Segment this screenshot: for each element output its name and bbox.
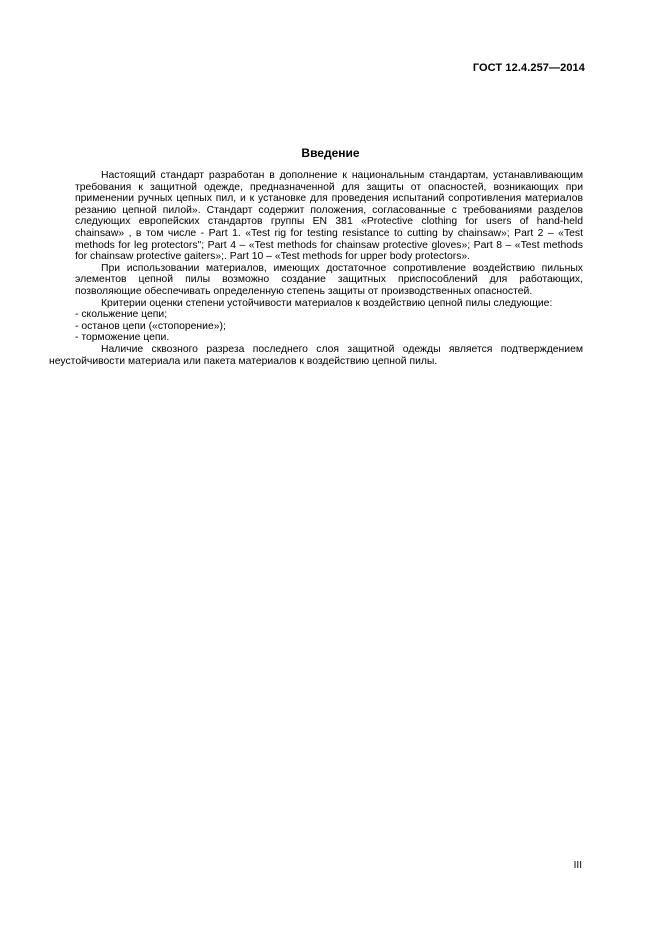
list-item: - торможение цепи. <box>75 332 170 344</box>
paragraph-materials <box>75 263 583 298</box>
text-line: Настоящий стандарт разработан в дополнение к национальным стандартам, устанавливающим <box>101 170 583 181</box>
section-title: Введение <box>301 146 360 160</box>
text-line: chainsaw» , в том числе - Part 1. «Test rig for testing resistance to cutting by chainsaw»; Part 2 – «Test <box>75 227 583 239</box>
list-item: - скольжение цепи; <box>75 309 168 321</box>
introduction-body <box>49 170 583 367</box>
text-line: Наличие сквозного разреза последнего слоя защитной одежды является подтверждением <box>101 343 583 355</box>
criteria-list <box>75 309 583 344</box>
text-line: резанию цепной пилой». Стандарт содержит положения, согласованные с требованиями разделов <box>75 204 583 216</box>
text-line: Критерии оценки степени устойчивости материалов к воздействию цепной пилы следующие: <box>101 297 553 309</box>
document-code-header: ГОСТ 12.4.257—2014 <box>472 62 585 74</box>
text-line: При использовании материалов, имеющих достаточное сопротивление воздействию пильных <box>101 262 583 274</box>
paragraph-cut-through <box>49 343 583 367</box>
text-line: применении ручных цепных пил, и к установке для проведения испытаний сопротивления материалов <box>75 193 583 205</box>
text-line: неустойчивости материала или пакета материалов к воздействию цепной пилы. <box>49 355 438 367</box>
text-line: позволяющие обеспечивать определенную степень защиты от производственных опасностей. <box>75 285 533 297</box>
paragraph-scope <box>75 170 583 263</box>
text-line: следующих европейских стандартов группы EN 381 «Protective clothing for users of hand-held <box>75 216 583 228</box>
text-line: for chainsaw protective gaiters»;. Part 10 – «Test methods for upper body protectors». <box>75 251 471 263</box>
paragraph-criteria <box>75 298 583 310</box>
text-line: элементов цепной пилы возможно создание защитных приспособлений для работающих, <box>75 274 583 286</box>
text-line: methods for leg protectors"; Part 4 – «Test methods for chainsaw protective gloves»; Part 8 – «Test methods <box>75 239 583 251</box>
page-number: III <box>573 860 582 871</box>
text-line: требования к защитной одежде, предназначенной для защиты от опасностей, возникающих при <box>75 181 583 193</box>
list-item: - останов цепи («стопорение»); <box>75 320 226 332</box>
